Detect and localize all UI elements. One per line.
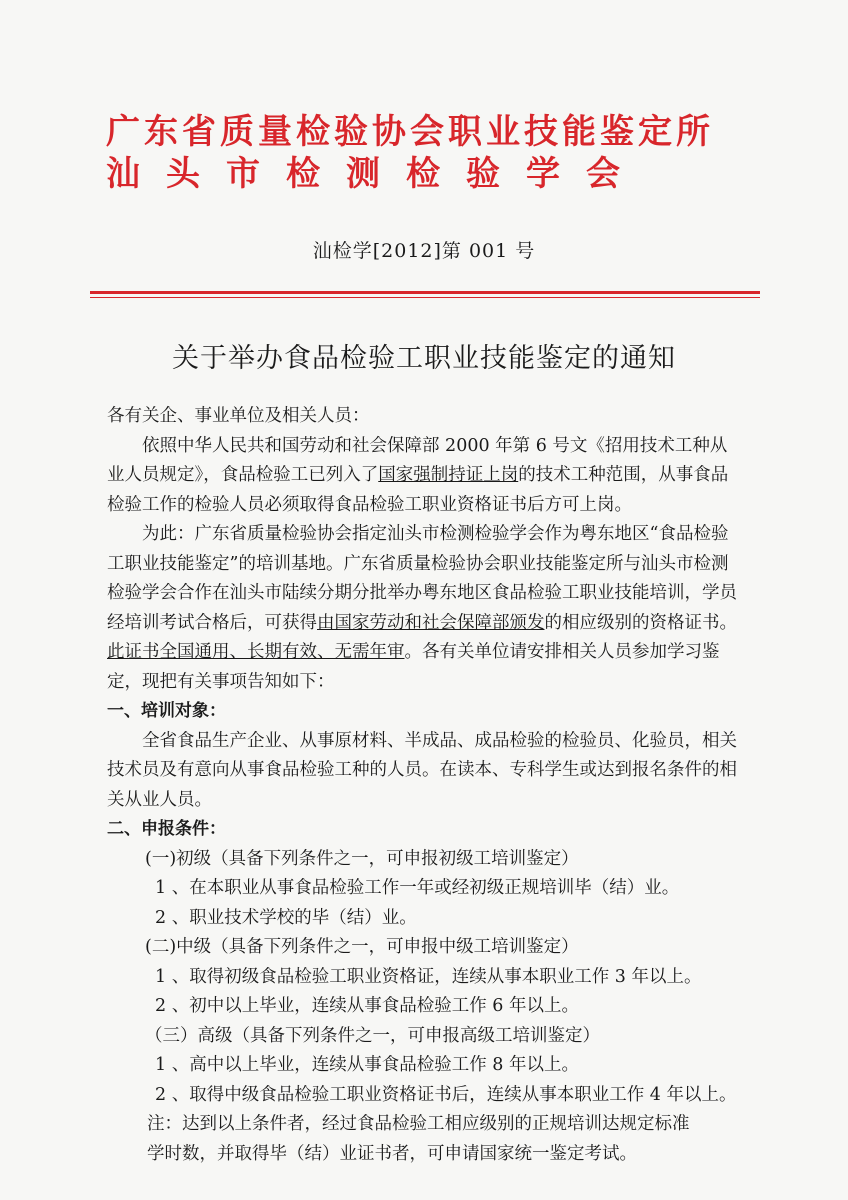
middle-item-1: 1 、取得初级食品检验工职业资格证，连续从事本职业工作 3 年以上。 [155,966,702,987]
salutation: 各有关企、事业单位及相关人员： [107,406,370,426]
level-junior: (一)初级（具备下列条件之一，可申报初级工培训鉴定） [145,848,579,869]
senior-item-1: 1 、高中以上毕业，连续从事食品检验工作 8 年以上。 [155,1055,579,1075]
level-middle: (二)中级（具备下列条件之一，可申报中级工培训鉴定） [145,937,579,957]
notice-title: 关于举办食品检验工职业技能鉴定的通知 [172,343,676,374]
para1-text-b: 的技术工种范围，从事食品检验工作的检验人员必须取得食品检验工职业资格证书后方可上岗。 [107,465,729,515]
middle-item-2: 2 、初中以上毕业，连续从事食品检验工作 6 年以上。 [155,996,579,1016]
para2-text-a: 为此：广东省质量检验协会指定汕头市检测检验学会作为粤东地区“食品检验工职业技能鉴定”的培训基地。广东省质量检验协会职业技能鉴定所与汕头市检测检验学会合作在汕头市陆续分期分批举办粤东地区食品检验工职业技能培训，学员经培训考试合格后，可获得 [107,524,737,633]
section-heading-1: 一、培训对象： [107,701,226,721]
red-divider-thin [90,297,760,298]
notice-body [107,402,743,1169]
document-number: 汕检学[2012]第 001 号 [312,240,536,262]
para2-underlined-1: 由国家劳动和社会保障部颁发 [317,612,545,633]
section-1-text: 全省食品生产企业、从事原材料、半成品、成品检验的检验员、化验员，相关技术员及有意向从事食品检验工种的人员。在读本、专科学生或达到报名条件的相关从业人员。 [107,730,737,810]
junior-item-1: 1 、在本职业从事食品检验工作一年或经初级正规培训毕（结）业。 [155,878,680,898]
level-senior: （三）高级（具备下列条件之一，可申报高级工培训鉴定） [145,1025,600,1046]
org-name-1: 广东省质量检验协会职业技能鉴定所 [106,112,714,152]
para1-underlined: 国家强制持证上岗 [378,465,519,485]
para2-underlined-2: 此证书全国通用、长期有效、无需年审 [107,642,405,662]
para2-text-c: 。各有关单位请安排相关人员参加学习鉴定，现把有关事项告知如下： [107,642,720,692]
note-line-1: 注：达到以上条件者，经过食品检验工相应级别的正规培训达规定标准 [147,1114,690,1134]
org-name-2: 汕头市检测检验学会 [106,154,646,194]
note-line-2: 学时数，并取得毕（结）业证书者，可申请国家统一鉴定考试。 [147,1143,637,1164]
paragraph-2 [107,520,743,697]
section-heading-2: 二、申报条件： [107,819,226,839]
para1-text-a: 依照中华人民共和国劳动和社会保障部 2000 年第 6 号文《招用技术工种从业人员规定》，食品检验工已列入了 [107,435,728,485]
para2-text-b: 的相应级别的资格证书。 [544,612,737,633]
senior-item-2: 2 、取得中级食品检验工职业资格证书后，连续从事本职业工作 4 年以上。 [155,1084,737,1105]
junior-item-2: 2 、职业技术学校的毕（结）业。 [155,907,417,928]
paragraph-1 [107,432,743,521]
red-divider [90,291,760,294]
